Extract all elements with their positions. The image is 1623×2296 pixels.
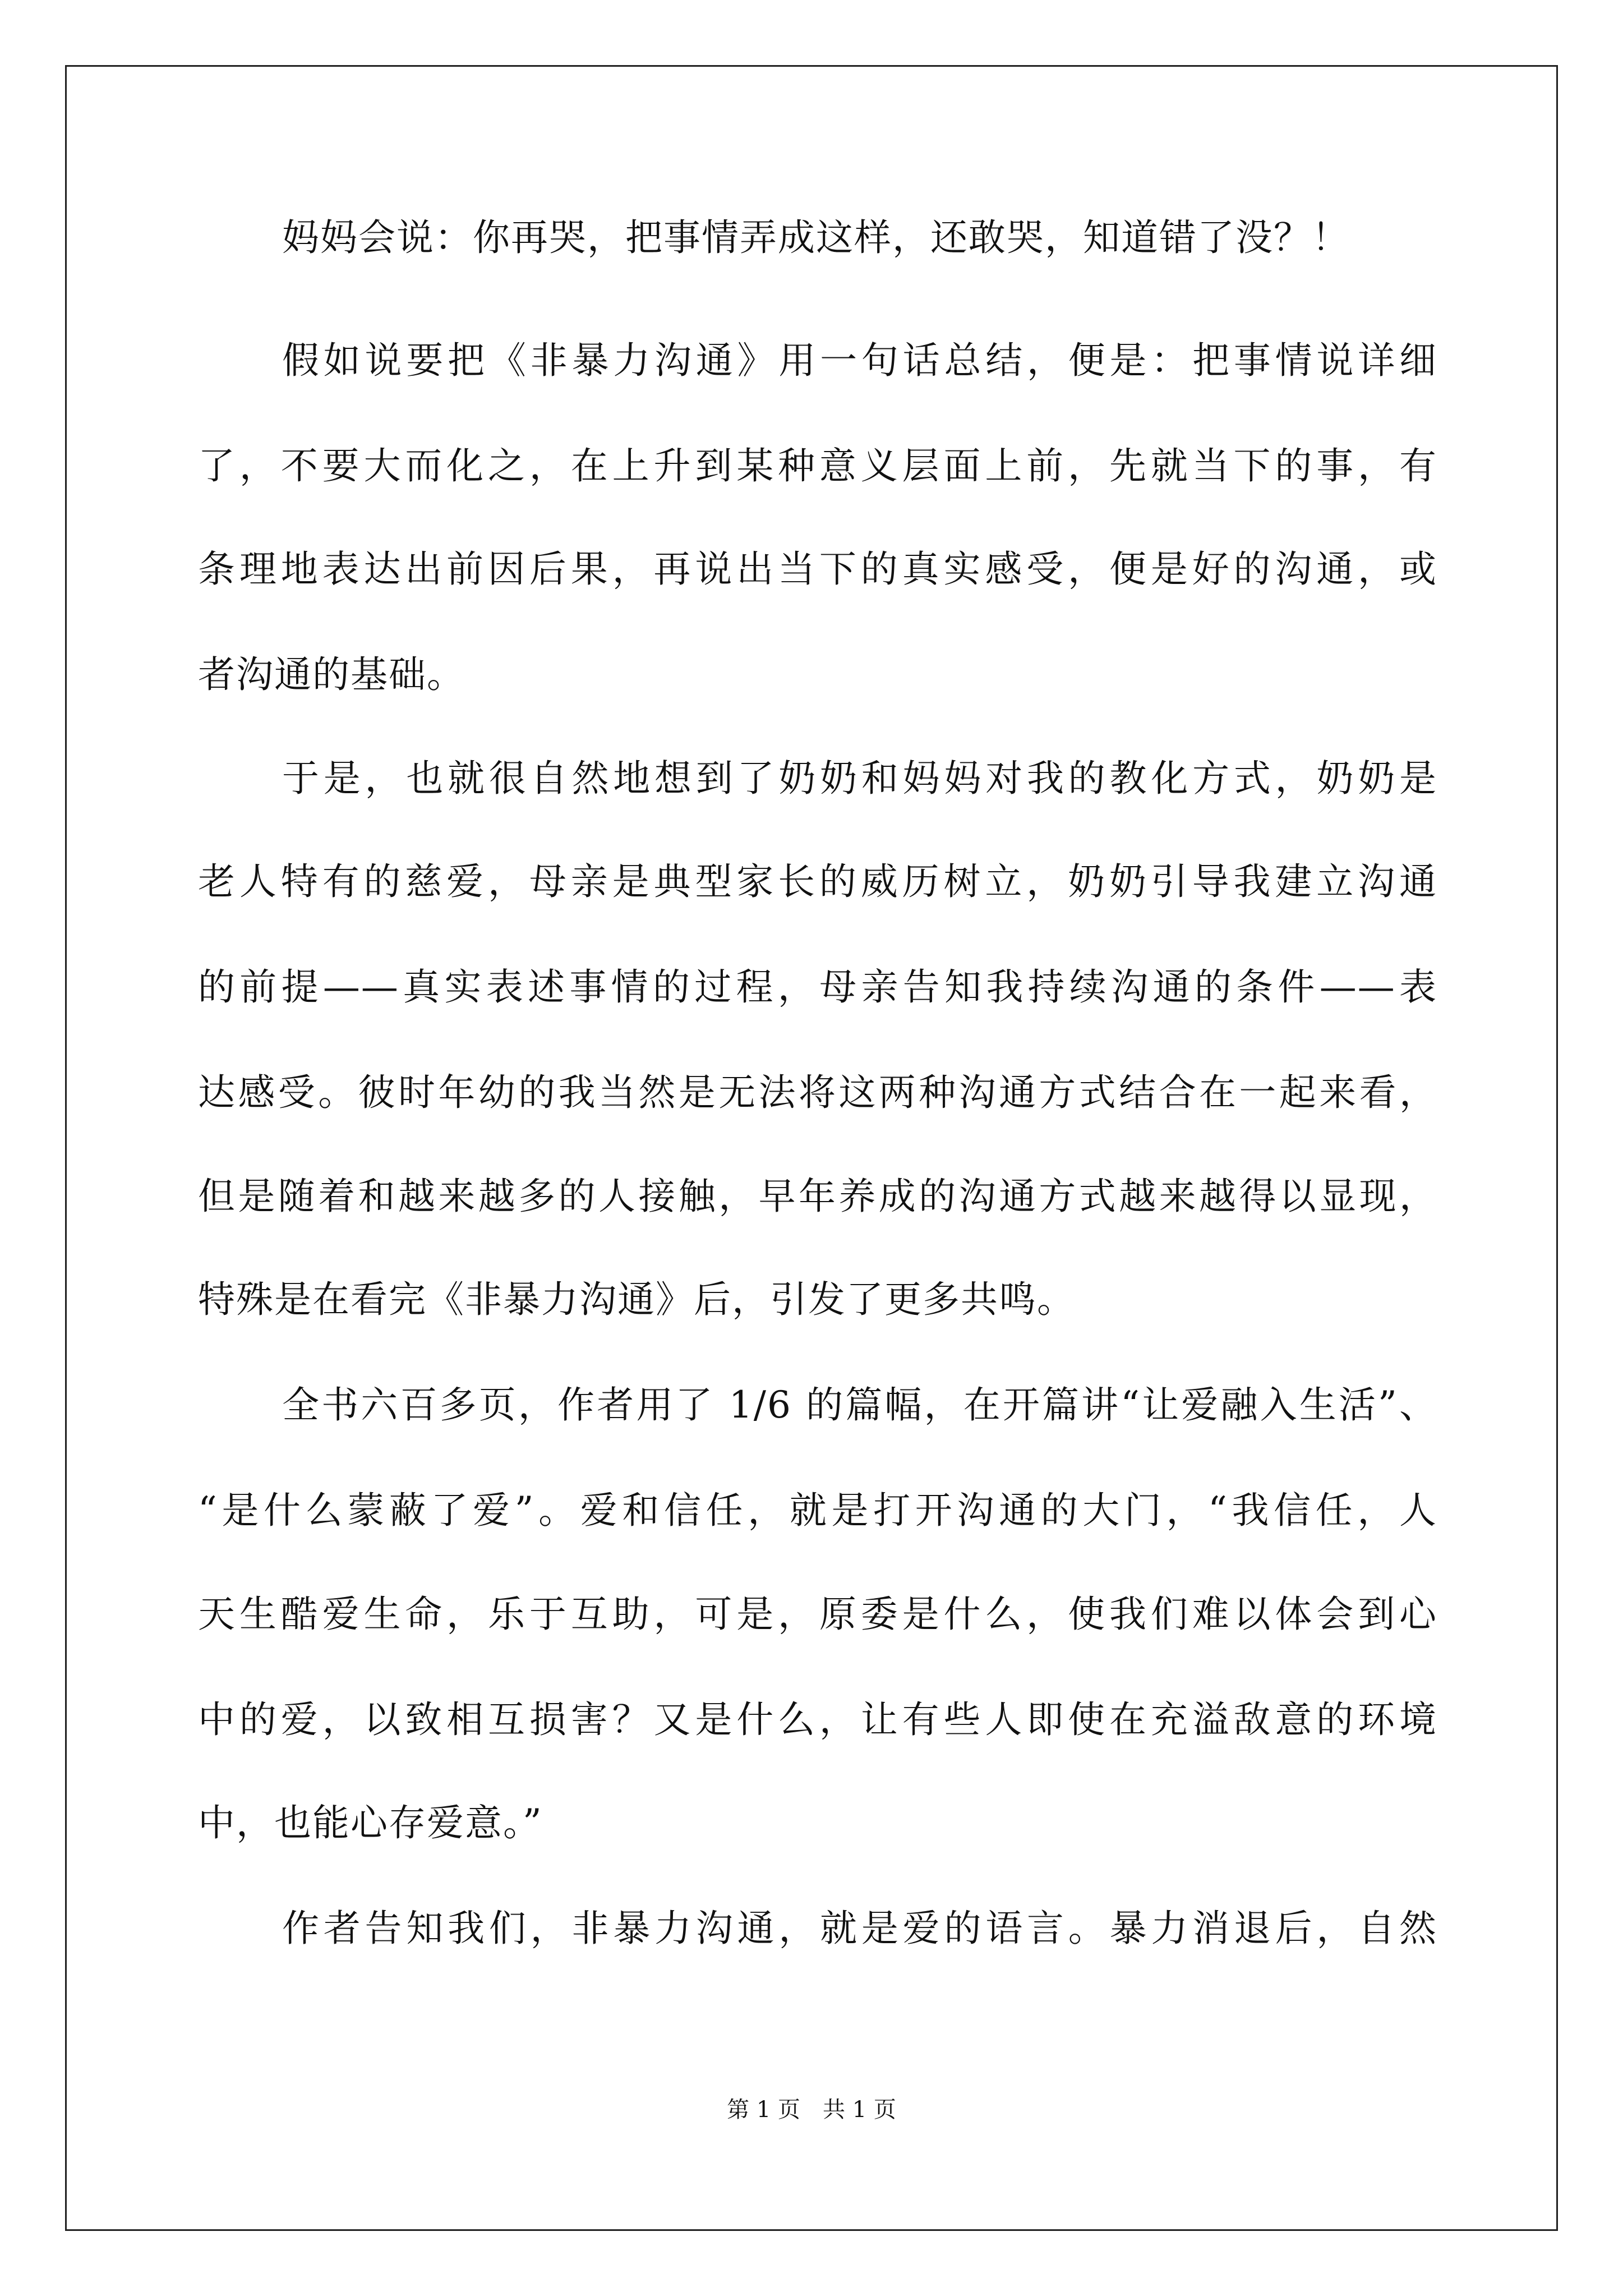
- text-line: 特殊是在看完《非暴力沟通》后，引发了更多共鸣。: [198, 1278, 1075, 1321]
- text-line: 的前提——真实表述事情的过程，母亲告知我持续沟通的条件——表: [198, 965, 1437, 1009]
- text-line: 作者告知我们，非暴力沟通，就是爱的语言。暴力消退后，自然: [282, 1907, 1437, 1950]
- text-line: 妈妈会说：你再哭，把事情弄成这样，还敢哭，知道错了没？！: [282, 216, 1350, 259]
- text-line: 中的爱，以致相互损害？又是什么，让有些人即使在充溢敌意的环境: [198, 1698, 1437, 1741]
- text-line: 天生酷爱生命，乐于互助，可是，原委是什么，使我们难以体会到心: [198, 1593, 1437, 1636]
- text-line: 中，也能心存爱意。”: [198, 1801, 543, 1844]
- page-total: 共 1 页: [823, 2097, 896, 2123]
- text-line: 全书六百多页，作者用了 1/6 的篇幅，在开篇讲“让爱融入生活”、: [282, 1383, 1437, 1427]
- text-line: 达感受。彼时年幼的我当然是无法将这两种沟通方式结合在一起来看，: [198, 1071, 1437, 1114]
- text-line: 但是随着和越来越多的人接触，早年养成的沟通方式越来越得以显现，: [198, 1175, 1437, 1218]
- text-line: 者沟通的基础。: [198, 653, 465, 696]
- text-line: 了，不要大而化之，在上升到某种意义层面上前，先就当下的事，有: [198, 444, 1437, 487]
- page-number: 第 1 页: [727, 2097, 800, 2123]
- text-line: 假如说要把《非暴力沟通》用一句话总结，便是：把事情说详细: [282, 339, 1437, 382]
- text-line: 条理地表达出前因后果，再说出当下的真实感受，便是好的沟通，或: [198, 547, 1437, 591]
- text-line: 老人特有的慈爱，母亲是典型家长的威历树立，奶奶引导我建立沟通: [198, 860, 1437, 903]
- text-line: 于是，也就很自然地想到了奶奶和妈妈对我的教化方式，奶奶是: [282, 757, 1437, 800]
- page-footer: [0, 2094, 1623, 2125]
- text-line: “是什么蒙蔽了爱”。爱和信任，就是打开沟通的大门，“我信任，人: [198, 1489, 1437, 1532]
